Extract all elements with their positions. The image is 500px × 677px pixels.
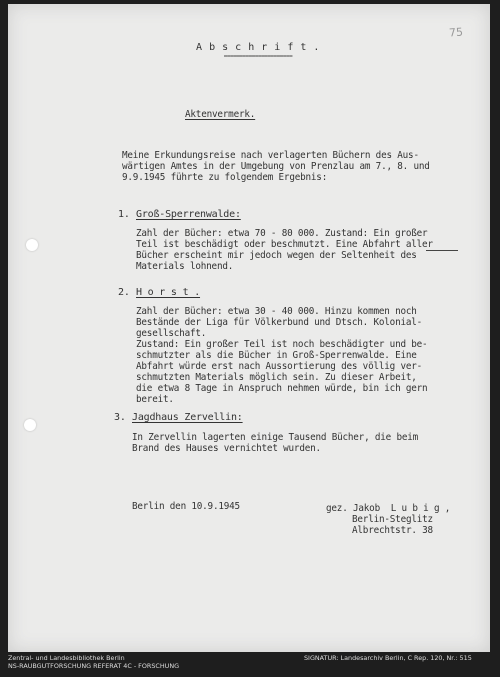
section-1-line-2: Teil ist beschädigt oder beschmutzt. Eine Abfahrt aller bbox=[136, 239, 433, 250]
section-2-line-2: Bestände der Liga für Völkerbund und Dtsch. Kolonial- bbox=[136, 317, 423, 328]
section-2-line-5: schmutzter als die Bücher in Groß-Sperrenwalde. Eine bbox=[136, 350, 417, 361]
section-2-line-8: die etwa 8 Tage in Anspruch nehmen würde, bin ich gern bbox=[136, 383, 428, 394]
document-title: Aktenvermerk. bbox=[185, 109, 256, 120]
section-3-heading: Jagdhaus Zervellin: bbox=[132, 412, 243, 423]
punch-hole-lower bbox=[24, 419, 36, 431]
intro-line-1: Meine Erkundungsreise nach verlagerten Büchern des Aus- bbox=[122, 150, 419, 161]
section-3-line-2: Brand des Hauses vernichtet wurden. bbox=[132, 443, 321, 454]
underline-aller bbox=[426, 250, 458, 251]
signature-line-2: Berlin-Steglitz bbox=[352, 514, 433, 525]
archive-page-number: 75 bbox=[448, 25, 464, 40]
section-2-line-3: gesellschaft. bbox=[136, 328, 207, 339]
section-3-number: 3. bbox=[114, 412, 126, 423]
section-2-line-9: bereit. bbox=[136, 394, 174, 405]
section-1-line-1: Zahl der Bücher: etwa 70 - 80 000. Zustand: Ein großer bbox=[136, 228, 428, 239]
footer-library: Zentral- und Landesbibliothek Berlin bbox=[8, 654, 125, 662]
section-1-line-4: Materials lohnend. bbox=[136, 261, 234, 272]
section-2-heading: H o r s t . bbox=[136, 287, 201, 298]
intro-line-2: wärtigen Amtes in der Umgebung von Prenzlau am 7., 8. und bbox=[122, 161, 430, 172]
document-heading: A b s c h r i f t . bbox=[196, 42, 320, 53]
section-2-line-7: schmutzten Materials möglich sein. Zu dieser Arbeit, bbox=[136, 372, 417, 383]
punch-hole-upper bbox=[26, 239, 38, 251]
signature-line-1: gez. Jakob L u b i g , bbox=[326, 503, 451, 514]
document-page bbox=[8, 4, 490, 652]
section-2-line-4: Zustand: Ein großer Teil ist noch beschädigter und be- bbox=[136, 339, 428, 350]
section-2-number: 2. bbox=[118, 287, 130, 298]
footer-signature: SIGNATUR: Landesarchiv Berlin, C Rep. 120, Nr.: 515 bbox=[304, 654, 472, 662]
section-2-line-1: Zahl der Bücher: etwa 30 - 40 000. Hinzu kommen noch bbox=[136, 306, 417, 317]
signature-line-3: Albrechtstr. 38 bbox=[352, 525, 433, 536]
footer-department: NS-RAUBGUTFORSCHUNG REFERAT 4C - FORSCHUNG bbox=[8, 662, 180, 670]
section-3-line-1: In Zervellin lagerten einige Tausend Bücher, die beim bbox=[132, 432, 419, 443]
heading-double-rule: ====================== bbox=[223, 53, 293, 60]
section-1-heading: Groß-Sperrenwalde: bbox=[136, 209, 241, 220]
intro-line-3: 9.9.1945 führte zu folgendem Ergebnis: bbox=[122, 172, 328, 183]
section-1-line-3: Bücher erscheint mir jedoch wegen der Seltenheit des bbox=[136, 250, 417, 261]
section-1-number: 1. bbox=[118, 209, 130, 220]
place-and-date: Berlin den 10.9.1945 bbox=[132, 501, 240, 512]
section-2-line-6: Abfahrt würde erst nach Aussortierung des völlig ver- bbox=[136, 361, 423, 372]
